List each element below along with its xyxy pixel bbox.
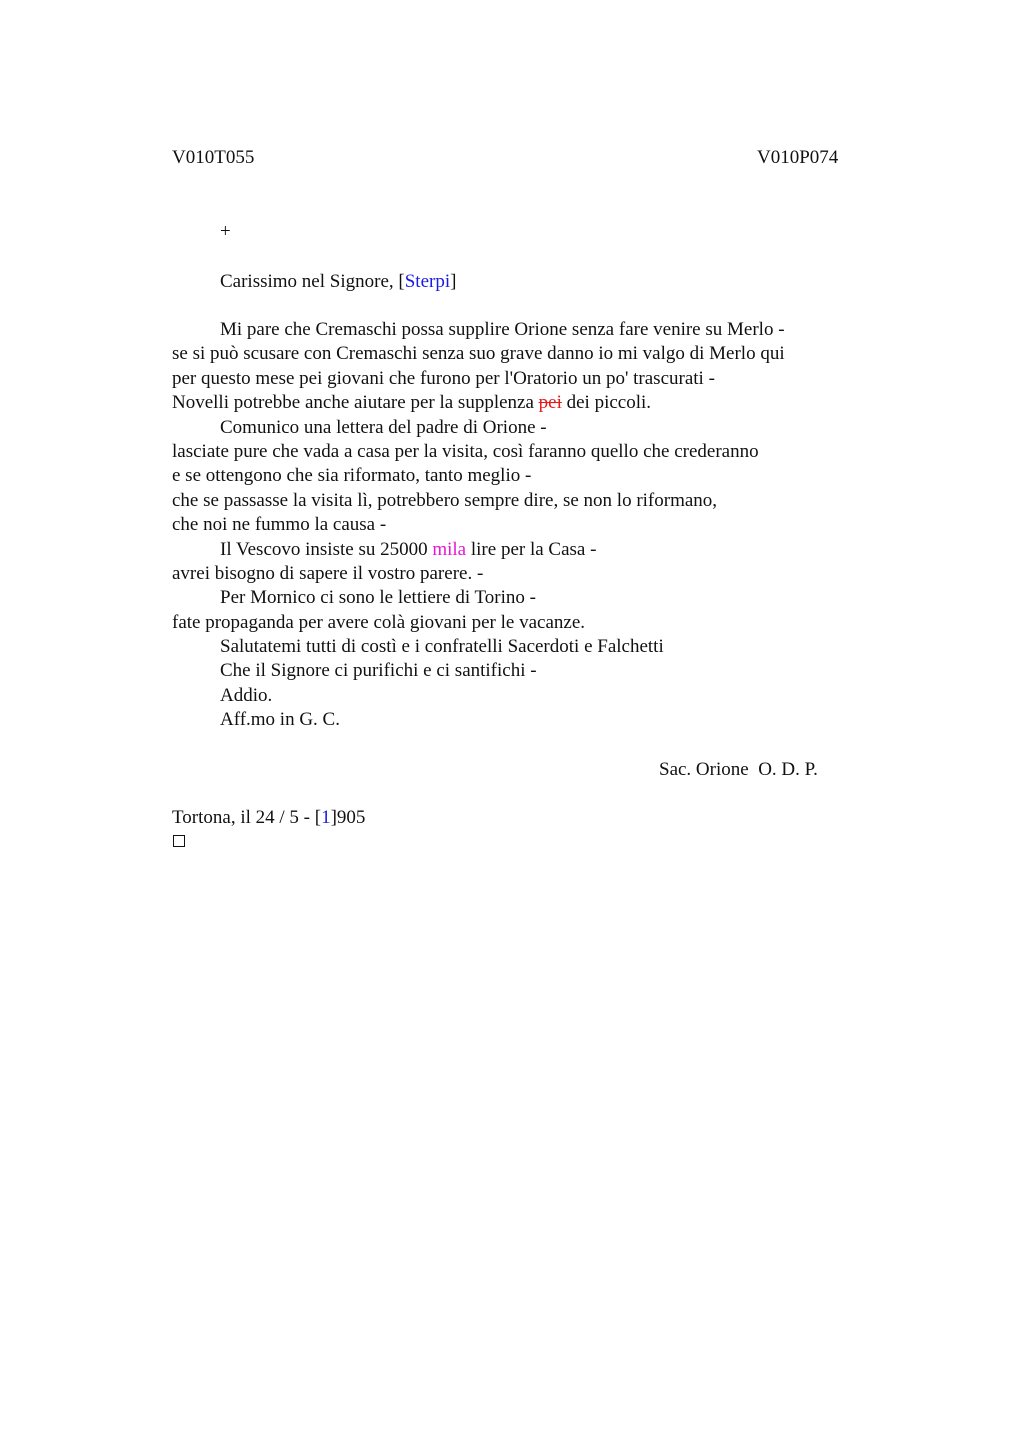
letter-line-text: dei piccoli. xyxy=(561,392,652,414)
salutation-bracket-open: [ xyxy=(398,271,405,292)
dateline-bracket-open: [ xyxy=(314,807,322,828)
letter-line: che se passasse la visita lì, potrebbero sempre dire, se non lo riformano, xyxy=(172,489,718,511)
dateline-prefix: Tortona, il 24 / 5 - xyxy=(172,807,315,828)
dateline-suffix: 905 xyxy=(336,807,366,828)
letter-line: Per Mornico ci sono le lettiere di Torino - xyxy=(220,587,536,609)
letter-body xyxy=(172,318,852,733)
recipient-name: Sterpi xyxy=(404,271,451,292)
deleted-word: pei xyxy=(538,392,562,414)
empty-box-icon xyxy=(173,835,185,847)
letter-line xyxy=(172,391,852,415)
letter-line: se si può scusare con Cremaschi senza suo grave danno io mi valgo di Merlo qui xyxy=(172,343,785,365)
salutation-bracket-close: ] xyxy=(450,271,457,292)
closing-line: Aff.mo in G. C. xyxy=(220,709,340,731)
dateline xyxy=(172,806,365,830)
letter-line: avrei bisogno di sapere il vostro parere. - xyxy=(172,562,484,584)
letter-line: per questo mese pei giovani che furono per l'Oratorio un po' trascurati - xyxy=(172,367,715,389)
salutation-text: Carissimo nel Signore, xyxy=(220,271,399,292)
signature: Sac. Orione O. D. P. xyxy=(659,759,818,780)
letter-line: Mi pare che Cremaschi possa supplire Orione senza fare venire su Merlo - xyxy=(220,319,785,340)
letter-line: che noi ne fummo la causa - xyxy=(172,514,387,536)
letter-line: e se ottengono che sia riformato, tanto meglio - xyxy=(172,465,532,487)
letter-line-text: Il Vescovo insiste su 25000 xyxy=(220,538,433,560)
dateline-bracket-close: ] xyxy=(330,807,337,828)
letter-line: Addio. xyxy=(220,684,273,706)
letter-line: lasciate pure che vada a casa per la visita, così faranno quello che crederanno xyxy=(172,440,759,462)
dateline-inserted-digit: 1 xyxy=(321,807,331,828)
letter-line xyxy=(172,538,852,562)
cross-mark: + xyxy=(220,221,231,242)
document-code-left: V010T055 xyxy=(172,147,255,168)
document-code-right: V010P074 xyxy=(757,147,839,168)
letter-line: Salutatemi tutti di costì e i confratelli Sacerdoti e Falchetti xyxy=(220,636,664,658)
letter-line: Che il Signore ci purifichi e ci santifichi - xyxy=(220,660,537,682)
highlighted-word: mila xyxy=(432,538,467,560)
letter-line-text: Novelli potrebbe anche aiutare per la supplenza xyxy=(172,392,539,414)
letter-line: Comunico una lettera del padre di Orione - xyxy=(220,416,547,438)
letter-line-text: lire per la Casa - xyxy=(466,538,597,560)
letter-line: fate propaganda per avere colà giovani per le vacanze. xyxy=(172,611,586,633)
salutation xyxy=(220,270,456,294)
